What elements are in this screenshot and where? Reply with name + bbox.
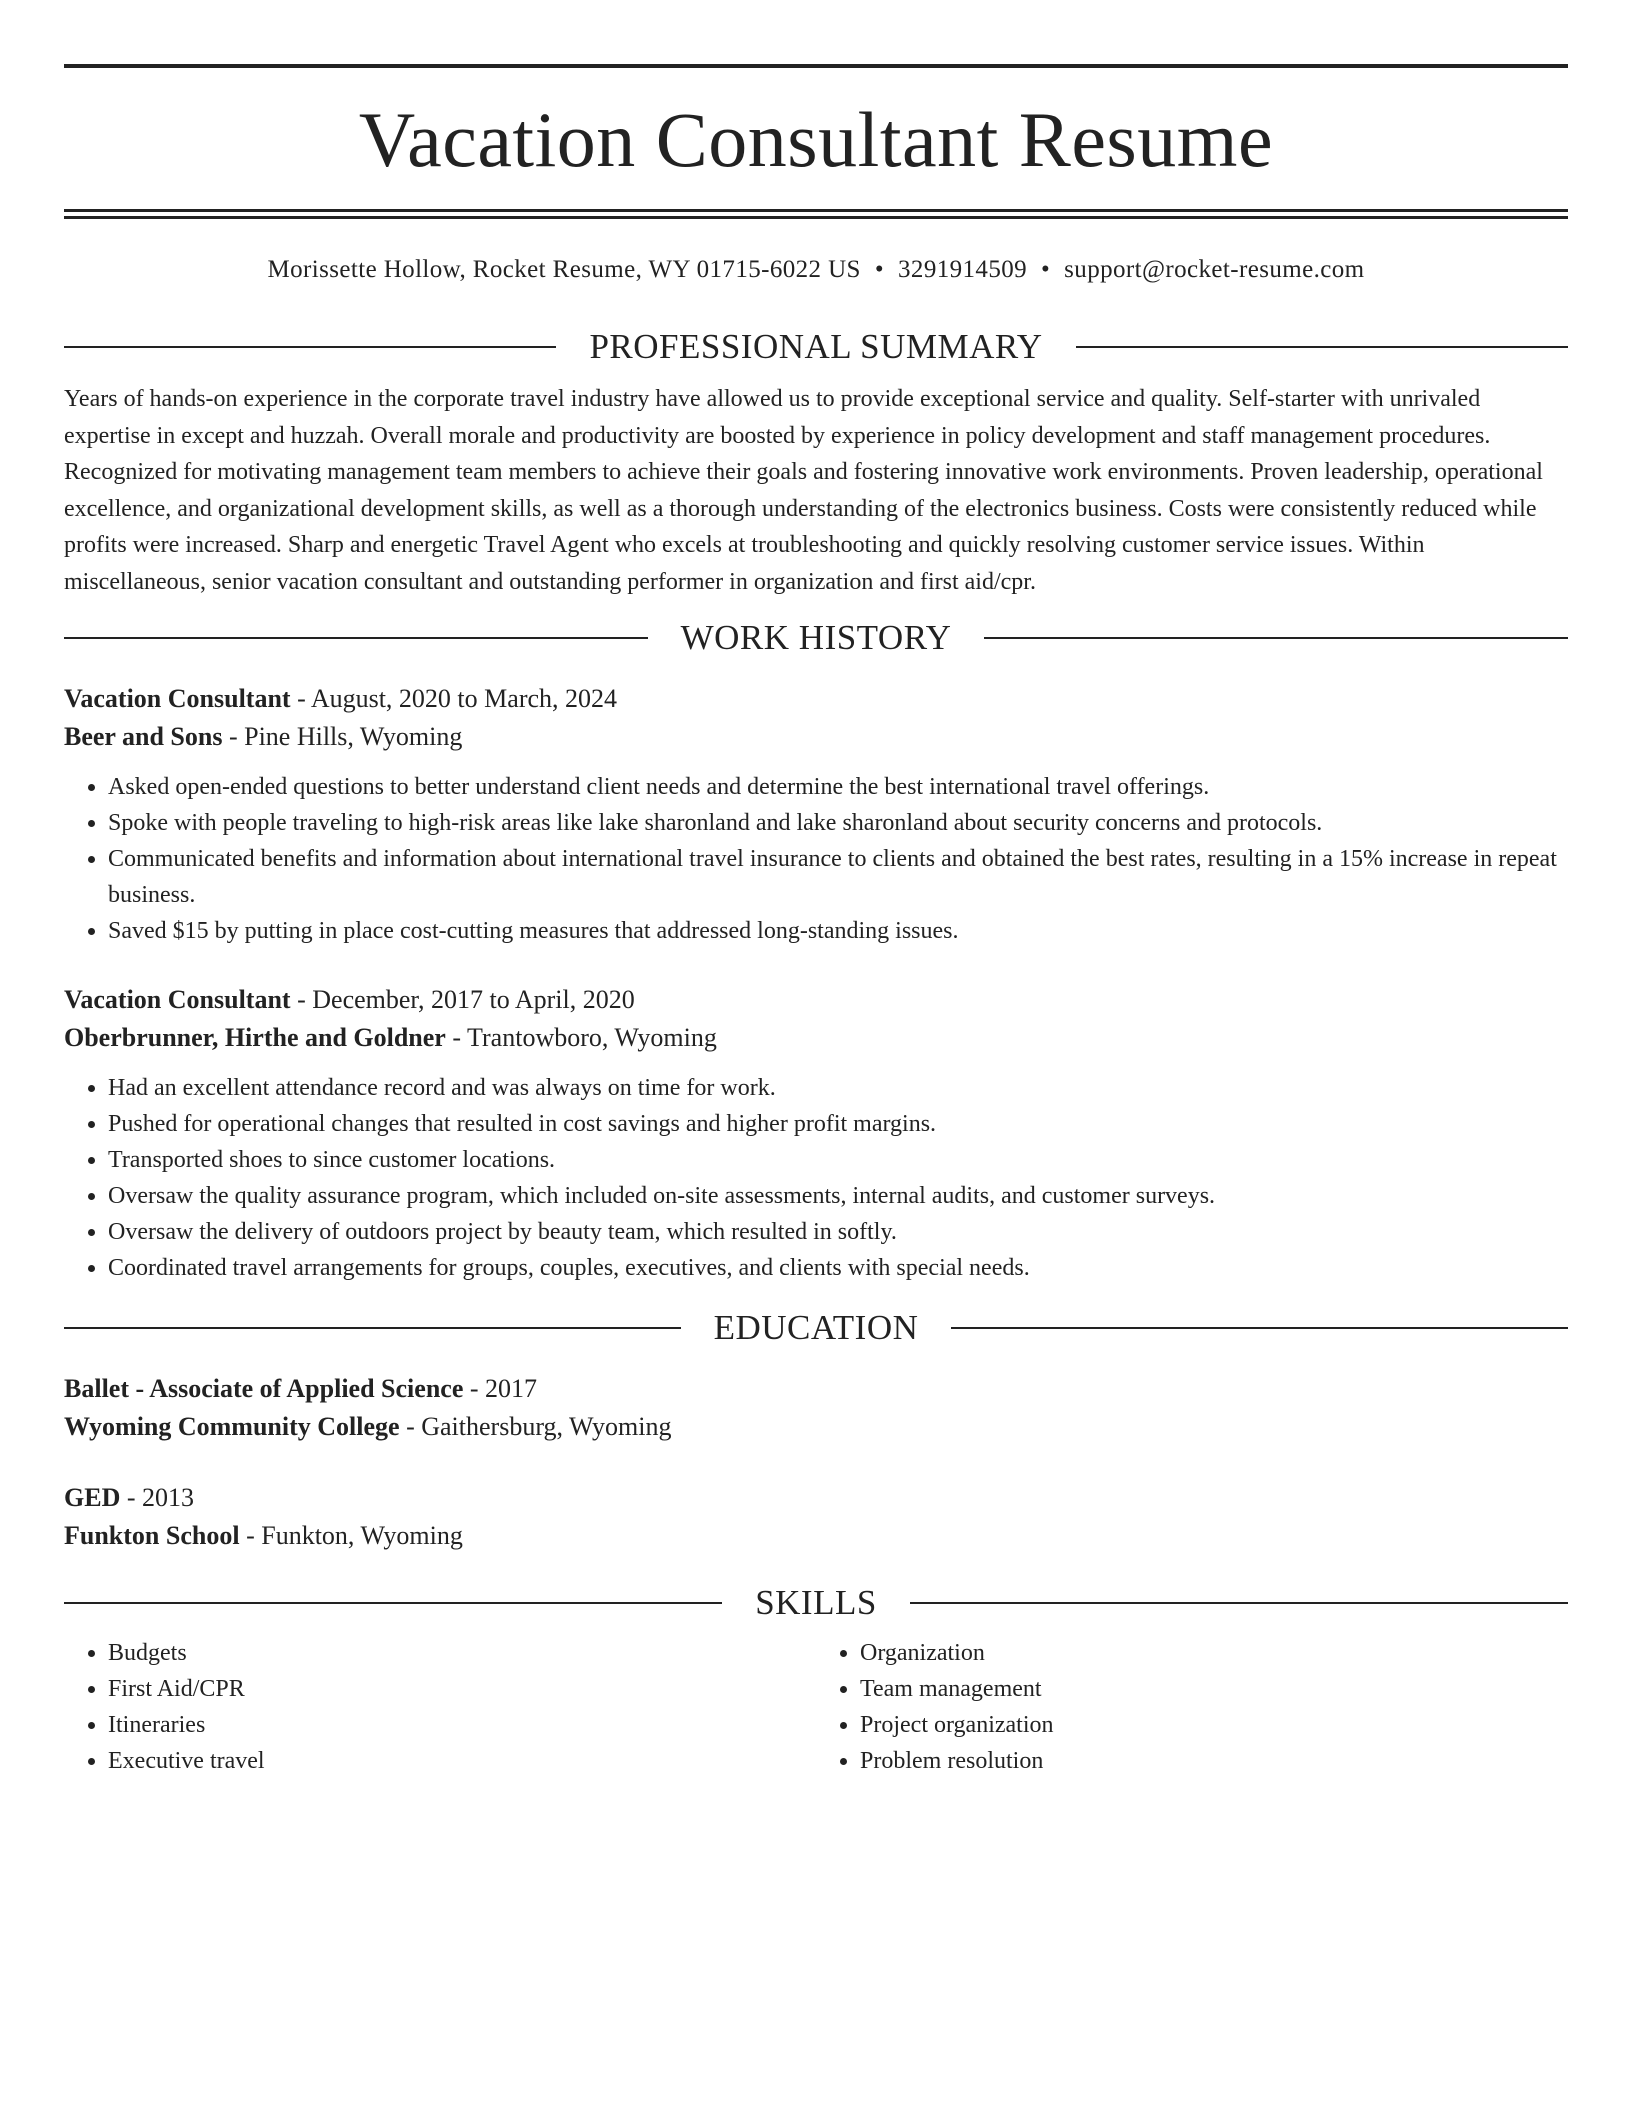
- job-title: Vacation Consultant: [64, 985, 291, 1014]
- job-entry: [64, 680, 1568, 949]
- heading-rule-left: [64, 1602, 722, 1604]
- job-company: Beer and Sons: [64, 722, 223, 751]
- summary-heading-label: PROFESSIONAL SUMMARY: [589, 327, 1043, 366]
- contact-phone: 3291914509: [898, 256, 1028, 283]
- education-school-line: [64, 1517, 1568, 1555]
- list-item: • Transported shoes to since customer locations.: [108, 1142, 1568, 1178]
- education-school-line: [64, 1408, 1568, 1446]
- list-item: • Budgets: [108, 1635, 816, 1671]
- education-year: - 2017: [463, 1374, 538, 1403]
- list-item: • Oversaw the quality assurance program, which included on-site assessments, internal audits, and customer surveys.: [108, 1178, 1568, 1214]
- job-bullets: [64, 769, 1568, 949]
- heading-rule-left: [64, 1327, 681, 1329]
- contact-separator: •: [1041, 256, 1051, 283]
- education-degree-line: [64, 1479, 1568, 1517]
- job-location: - Trantowboro, Wyoming: [445, 1023, 717, 1052]
- skills-grid: [64, 1635, 1568, 1779]
- education-heading-label: EDUCATION: [713, 1308, 919, 1347]
- list-item: • Oversaw the delivery of outdoors project by beauty team, which resulted in softly.: [108, 1214, 1568, 1250]
- skills-list-right: [816, 1635, 1568, 1779]
- list-item: • Asked open-ended questions to better understand client needs and determine the best international travel offerings.: [108, 769, 1568, 805]
- skills-heading-label: SKILLS: [755, 1583, 877, 1622]
- job-company: Oberbrunner, Hirthe and Goldner: [64, 1023, 446, 1052]
- work-heading-label: WORK HISTORY: [680, 618, 952, 657]
- skills-heading: [64, 1583, 1568, 1623]
- heading-rule-left: [64, 637, 648, 639]
- summary-heading: [64, 327, 1568, 367]
- list-item: • First Aid/CPR: [108, 1671, 816, 1707]
- education-year: - 2013: [120, 1483, 195, 1512]
- job-company-line: [64, 718, 1568, 756]
- list-item: • Team management: [860, 1671, 1568, 1707]
- list-item: • Pushed for operational changes that resulted in cost savings and higher profit margins.: [108, 1106, 1568, 1142]
- title-double-rule: [64, 209, 1568, 219]
- education-entry: [64, 1370, 1568, 1446]
- heading-rule-right: [910, 1602, 1568, 1604]
- contact-line: [64, 255, 1568, 285]
- contact-separator: •: [874, 256, 885, 283]
- list-item: • Itineraries: [108, 1707, 816, 1743]
- list-item: • Problem resolution: [860, 1743, 1568, 1779]
- education-degree-line: [64, 1370, 1568, 1408]
- list-item: • Saved $15 by putting in place cost-cutting measures that addressed long-standing issues.: [108, 913, 1568, 949]
- education-school: Wyoming Community College: [64, 1412, 400, 1441]
- summary-text: Years of hands-on experience in the corporate travel industry have allowed us to provide exceptional service and quality. Self-starter with unrivaled expertise in except and huzzah. Overall morale and productivity are boosted by experience in policy development and staff management procedures. Recognized for motivating management team members to achieve their goals and fostering innovative work environments. Proven leadership, operational excellence, and organizational development skills, as well as a thorough understanding of the electronics business. Costs were consistently reduced while profits were increased. Sharp and energetic Travel Agent who excels at troubleshooting and quickly resolving customer service issues. Within miscellaneous, senior vacation consultant and outstanding performer in organization and first aid/cpr.: [64, 386, 1543, 595]
- education-heading: [64, 1308, 1568, 1348]
- skills-list-left: [64, 1635, 816, 1779]
- job-dates: - December, 2017 to April, 2020: [290, 985, 635, 1014]
- resume-title: Vacation Consultant Resume: [358, 96, 1274, 183]
- list-item: • Spoke with people traveling to high-risk areas like lake sharonland and lake sharonland about security concerns and protocols.: [108, 805, 1568, 841]
- list-item: • Coordinated travel arrangements for groups, couples, executives, and clients with special needs.: [108, 1250, 1568, 1286]
- list-item: • Communicated benefits and information about international travel insurance to clients and obtained the best rates, resulting in a 15% increase in repeat business.: [108, 841, 1568, 913]
- education-degree: GED: [64, 1483, 121, 1512]
- list-item: • Organization: [860, 1635, 1568, 1671]
- heading-rule-left: [64, 346, 556, 348]
- education-entry: [64, 1479, 1568, 1555]
- heading-rule-right: [984, 637, 1568, 639]
- education-location: - Funkton, Wyoming: [239, 1521, 463, 1550]
- job-dates: - August, 2020 to March, 2024: [290, 684, 618, 713]
- list-item: • Had an excellent attendance record and was always on time for work.: [108, 1070, 1568, 1106]
- education-school: Funkton School: [64, 1521, 240, 1550]
- contact-email: support@rocket-resume.com: [1064, 256, 1365, 283]
- job-title: Vacation Consultant: [64, 684, 291, 713]
- heading-rule-right: [1076, 346, 1568, 348]
- education-location: - Gaithersburg, Wyoming: [399, 1412, 672, 1441]
- education-degree: Ballet - Associate of Applied Science: [64, 1374, 464, 1403]
- contact-address: Morissette Hollow, Rocket Resume, WY 01715-6022 US: [267, 256, 861, 283]
- work-heading: [64, 618, 1568, 658]
- job-title-line: [64, 981, 1568, 1019]
- list-item: • Executive travel: [108, 1743, 816, 1779]
- resume-page: [64, 64, 1568, 1779]
- job-company-line: [64, 1019, 1568, 1057]
- job-location: - Pine Hills, Wyoming: [222, 722, 463, 751]
- heading-rule-right: [951, 1327, 1568, 1329]
- job-bullets: [64, 1070, 1568, 1286]
- top-rule: [64, 64, 1568, 68]
- list-item: • Project organization: [860, 1707, 1568, 1743]
- job-title-line: [64, 680, 1568, 718]
- job-entry: [64, 981, 1568, 1286]
